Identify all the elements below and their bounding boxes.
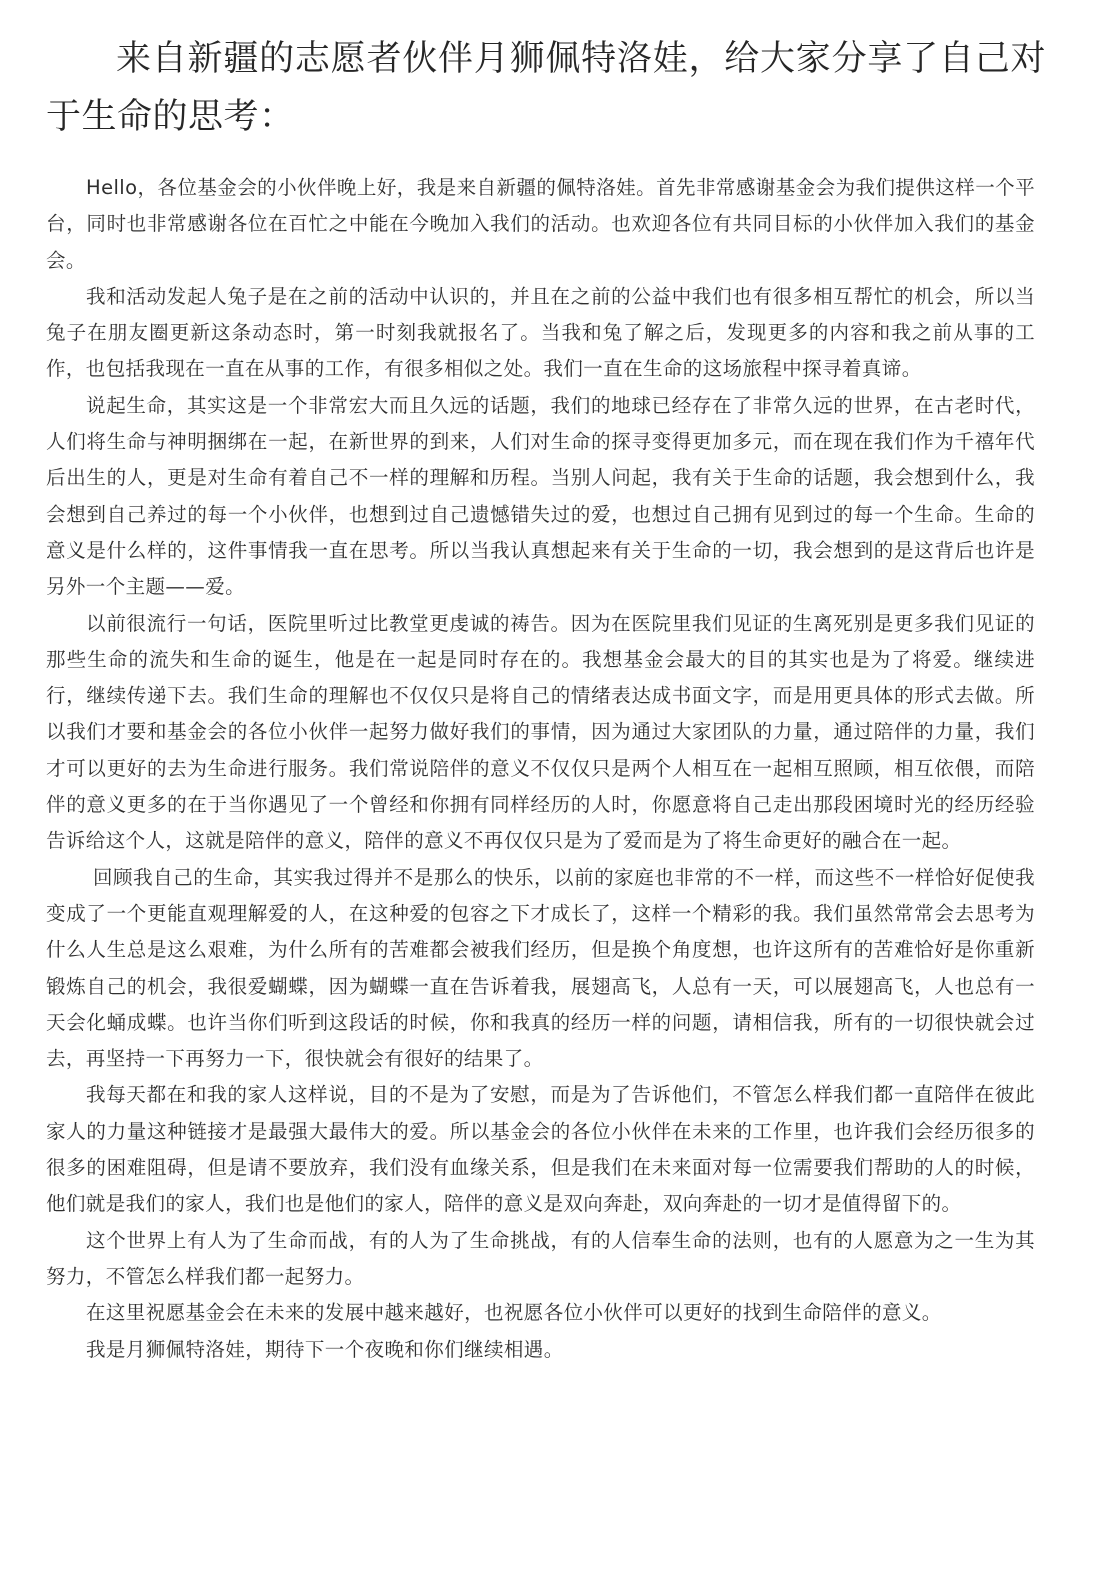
paragraph-how-we-met: 我和活动发起人兔子是在之前的活动中认识的，并且在之前的公益中我们也有很多相互帮忙的机会，所以当兔子在朋友圈更新这条动态时，第一时刻我就报名了。当我和兔了解之后，发现更多的内容和我之前从事的工作，也包括我现在一直在从事的工作，有很多相似之处。我们一直在生命的这场旅程中探寻着真谛。 [46, 284, 1035, 381]
paragraph-wishes: 在这里祝愿基金会在未来的发展中越来越好，也祝愿各位小伙伴可以更好的找到生命陪伴的意义。 [86, 1301, 942, 1325]
paragraph-hospital-prayer: 以前很流行一句话，医院里听过比教堂更虔诚的祷告。因为在医院里我们见证的生离死别是更多我们见证的那些生命的流失和生命的诞生，他是在一起是同时存在的。我想基金会最大的目的其实也是为了将爱。继续进行，继续传递下去。我们生命的理解也不仅仅只是将自己的情绪表达成书面文字，而是用更具体的形式去做。所以我们才要和基金会的各位小伙伴一起努力做好我们的事情，因为通过大家团队的力量，通过陪伴的力量，我们才可以更好的去为生命进行服务。我们常说陪伴的意义不仅仅只是两个人相互在一起相互照顾，相互依偎，而陪伴的意义更多的在于当你遇见了一个曾经和你拥有同样经历的人时，你愿意将自己走出那段困境时光的经历经验告诉给这个人，这就是陪伴的意义，陪伴的意义不再仅仅只是为了爱而是为了将生命更好的融合在一起。 [46, 611, 1035, 853]
paragraph-looking-back: 回顾我自己的生命，其实我过得并不是那么的快乐，以前的家庭也非常的不一样，而这些不一样恰好促使我变成了一个更能直观理解爱的人，在这种爱的包容之下才成长了，这样一个精彩的我。我们虽然常常会去思考为什么人生总是这么艰难，为什么所有的苦难都会被我们经历，但是换个角度想，也许这所有的苦难恰好是你重新锻炼自己的机会，我很爱蝴蝶，因为蝴蝶一直在告诉着我，展翅高飞，人总有一天，可以展翅高飞，人也总有一天会化蛹成蝶。也许当你们听到这段话的时候，你和我真的经历一样的问题，请相信我，所有的一切很快就会过去，再坚持一下再努力一下，很快就会有很好的结果了。 [46, 865, 1035, 1071]
paragraph-signoff: 我是月狮佩特洛娃，期待下一个夜晚和你们继续相遇。 [86, 1337, 564, 1361]
paragraph-family: 我每天都在和我的家人这样说，目的不是为了安慰，而是为了告诉他们，不管怎么样我们都一直陪伴在彼此家人的力量这种链接才是最强大最伟大的爱。所以基金会的各位小伙伴在未来的工作里，也许我们会经历很多的很多的困难阻碍，但是请不要放弃，我们没有血缘关系，但是我们在未来面对每一位需要我们帮助的人的时候，他们就是我们的家人，我们也是他们的家人，陪伴的意义是双向奔赴，双向奔赴的一切才是值得留下的。 [46, 1083, 1035, 1216]
article-title: 来自新疆的志愿者伙伴月狮佩特洛娃，给大家分享了自己对于生命的思考： [46, 39, 1046, 137]
paragraph-fight-for-life: 这个世界上有人为了生命而战，有的人为了生命挑战，有的人信奉生命的法则，也有的人愿意为之一生为其努力，不管怎么样我们都一起努力。 [46, 1228, 1035, 1288]
article-body [46, 170, 1035, 1368]
paragraph-about-life: 说起生命，其实这是一个非常宏大而且久远的话题，我们的地球已经存在了非常久远的世界，在古老时代，人们将生命与神明捆绑在一起，在新世界的到来，人们对生命的探寻变得更加多元，而在现在我们作为千禧年代后出生的人，更是对生命有着自己不一样的理解和历程。当别人问起，我有关于生命的话题，我会想到什么，我会想到自己养过的每一个小伙伴，也想到过自己遗憾错失过的爱，也想过自己拥有见到过的每一个生命。生命的意义是什么样的，这件事情我一直在思考。所以当我认真想起来有关于生命的一切，我会想到的是这背后也许是另外一个主题——爱。 [46, 393, 1035, 599]
paragraph-greeting: Hello，各位基金会的小伙伴晚上好，我是来自新疆的佩特洛娃。首先非常感谢基金会为我们提供这样一个平台，同时也非常感谢各位在百忙之中能在今晚加入我们的活动。也欢迎各位有共同目标的小伙伴加入我们的基金会。 [46, 176, 1035, 272]
